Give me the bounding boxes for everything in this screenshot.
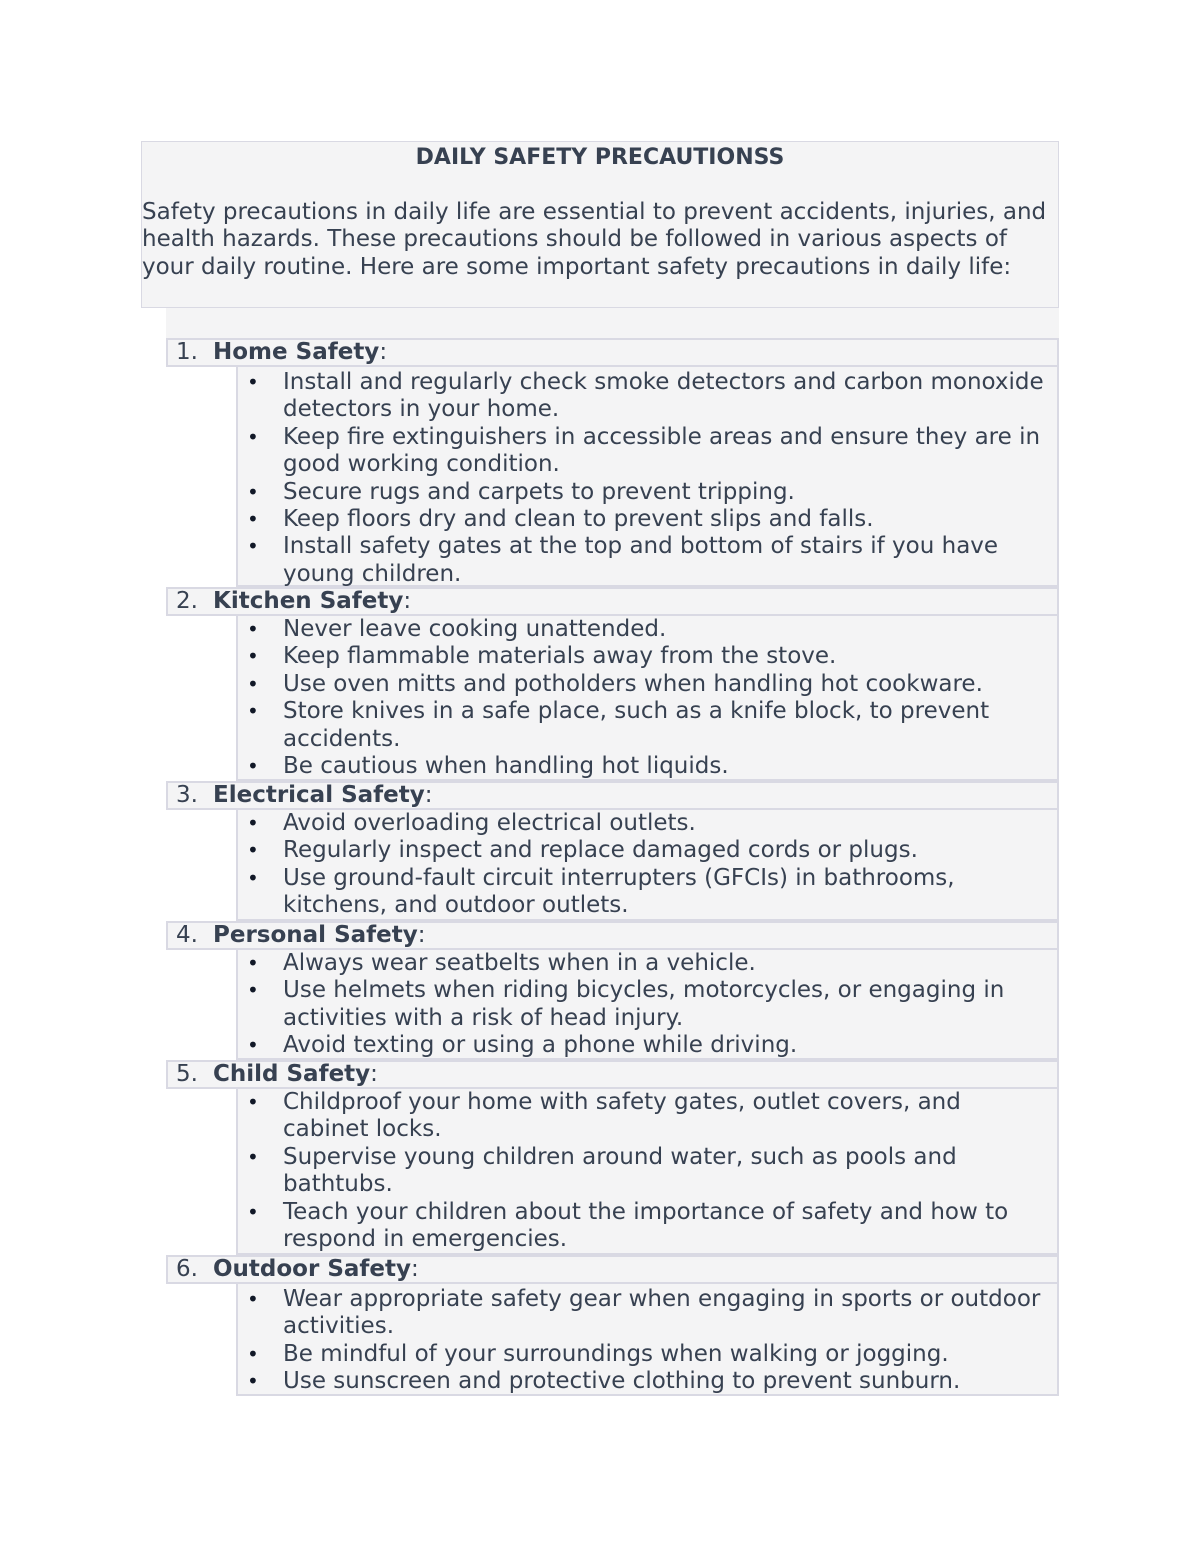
- section-name: Child Safety: [213, 1061, 371, 1087]
- bullet-text: Secure rugs and carpets to prevent tripping.: [283, 478, 795, 505]
- bullet-icon: •: [247, 1090, 259, 1114]
- section-name: Kitchen Safety: [213, 588, 404, 614]
- section-label: [213, 783, 433, 808]
- list-item: [238, 1144, 1057, 1199]
- section-number: 1.: [176, 339, 198, 365]
- section-name: Personal Safety: [213, 922, 418, 948]
- section-number: 2.: [176, 588, 198, 614]
- bullet-icon: •: [247, 699, 259, 724]
- bullet-icon: •: [247, 1199, 259, 1224]
- bullet-icon: •: [247, 838, 259, 863]
- bullet-icon: •: [247, 671, 259, 696]
- list-item: [238, 698, 1057, 753]
- list-item: [238, 810, 1057, 837]
- list-item: [238, 1368, 1057, 1395]
- section-number: 4.: [176, 922, 198, 948]
- list-item: [238, 506, 1057, 533]
- bullet-text: Use oven mitts and potholders when handling hot cookware.: [283, 670, 983, 697]
- bullet-text: Wear appropriate safety gear when engaging in sports or outdoor activities.: [283, 1286, 1041, 1340]
- section-heading-kitchen-safety: [166, 587, 1059, 616]
- section-name: Electrical Safety: [213, 782, 425, 808]
- section-label: [213, 1062, 378, 1087]
- bullet-list: [238, 1286, 1057, 1396]
- list-item: [238, 837, 1057, 864]
- bullet-box-electrical-safety: [236, 810, 1059, 921]
- bullet-icon: •: [247, 865, 259, 890]
- bullet-icon: •: [247, 507, 259, 532]
- list-item: [238, 643, 1057, 670]
- section-heading-home-safety: [166, 338, 1059, 367]
- bullet-icon: •: [247, 1287, 259, 1311]
- list-item: [238, 753, 1057, 780]
- bullet-icon: •: [247, 644, 259, 669]
- bullet-box-child-safety: [236, 1089, 1059, 1255]
- bullet-box-home-safety: [236, 367, 1059, 587]
- bullet-text: Avoid texting or using a phone while driving.: [283, 1032, 798, 1059]
- bullet-icon: •: [247, 1369, 259, 1394]
- bullet-text: Be cautious when handling hot liquids.: [283, 753, 729, 780]
- bullet-text: Regularly inspect and replace damaged cords or plugs.: [283, 837, 918, 864]
- intro-box: [141, 141, 1059, 308]
- bullet-list: [238, 369, 1057, 588]
- bullet-icon: •: [247, 754, 259, 779]
- bullet-icon: •: [247, 978, 259, 1003]
- bullet-text: Avoid overloading electrical outlets.: [283, 810, 696, 836]
- section-label: [213, 340, 387, 365]
- section-heading-child-safety: [166, 1060, 1059, 1089]
- bullet-text: Store knives in a safe place, such as a knife block, to prevent accidents.: [283, 698, 990, 752]
- section-suffix: :: [379, 339, 388, 365]
- list-item: [238, 950, 1057, 977]
- section-suffix: :: [403, 588, 412, 614]
- section-label: [213, 923, 426, 948]
- bullet-text: Use sunscreen and protective clothing to prevent sunburn.: [283, 1368, 961, 1395]
- list-item: [238, 977, 1057, 1032]
- bullet-box-outdoor-safety: [236, 1284, 1059, 1396]
- bullet-icon: •: [247, 424, 259, 449]
- section-number: 3.: [176, 782, 198, 808]
- bullet-icon: •: [247, 617, 259, 641]
- section-suffix: :: [424, 782, 433, 808]
- section-name: Outdoor Safety: [213, 1256, 412, 1282]
- section-suffix: :: [411, 1256, 419, 1282]
- list-item: [238, 616, 1057, 643]
- section-heading-personal-safety: [166, 921, 1059, 950]
- bullet-text: Install safety gates at the top and bottom of stairs if you have young children.: [283, 533, 999, 587]
- bullet-text: Install and regularly check smoke detectors and carbon monoxide detectors in your home.: [283, 369, 1044, 423]
- list-item: [238, 1286, 1057, 1341]
- section-label: [213, 1257, 419, 1282]
- bullet-list: [238, 810, 1057, 920]
- bullet-list: [238, 616, 1057, 780]
- section-name: Home Safety: [213, 339, 380, 365]
- bullet-icon: •: [247, 370, 259, 394]
- section-suffix: :: [370, 1061, 378, 1087]
- bullet-text: Keep fire extinguishers in accessible areas and ensure they are in good working condition.: [283, 423, 1041, 478]
- section-heading-electrical-safety: [166, 781, 1059, 810]
- bullet-text: Supervise young children around water, such as pools and bathtubs.: [283, 1143, 957, 1198]
- bullet-icon: •: [247, 534, 259, 559]
- section-heading-outdoor-safety: [166, 1255, 1059, 1284]
- bullet-text: Use helmets when riding bicycles, motorcycles, or engaging in activities with a risk of head injury.: [283, 977, 1005, 1031]
- list-item: [238, 1089, 1057, 1144]
- bullet-text: Never leave cooking unattended.: [283, 616, 667, 642]
- list-item: [238, 424, 1057, 479]
- section-number: 6.: [176, 1256, 198, 1282]
- list-item: [238, 369, 1057, 424]
- bullet-box-personal-safety: [236, 950, 1059, 1060]
- bullet-text: Childproof your home with safety gates, outlet covers, and cabinet locks.: [283, 1089, 961, 1143]
- list-item: [238, 1199, 1057, 1254]
- bullet-list: [238, 1089, 1057, 1253]
- list-item: [238, 865, 1057, 920]
- bullet-text: Always wear seatbelts when in a vehicle.: [283, 950, 756, 976]
- spacer-strip: [166, 308, 1059, 338]
- section-label: [213, 589, 411, 614]
- section-suffix: :: [417, 922, 426, 948]
- bullet-icon: •: [247, 1033, 259, 1058]
- list-item: [238, 1032, 1057, 1059]
- bullet-icon: •: [247, 951, 259, 975]
- bullet-icon: •: [247, 479, 259, 504]
- section-number: 5.: [176, 1061, 198, 1087]
- bullet-text: Use ground-fault circuit interrupters (GFCIs) in bathrooms, kitchens, and outdoor outlets.: [283, 864, 955, 919]
- list-item: [238, 1341, 1057, 1368]
- bullet-text: Keep floors dry and clean to prevent slips and falls.: [283, 506, 874, 533]
- bullet-icon: •: [247, 811, 259, 835]
- bullet-icon: •: [247, 1144, 259, 1169]
- bullet-box-kitchen-safety: [236, 616, 1059, 781]
- document-title: DAILY SAFETY PRECAUTIONSS: [415, 145, 785, 170]
- list-item: [238, 533, 1057, 588]
- bullet-list: [238, 950, 1057, 1060]
- list-item: [238, 671, 1057, 698]
- bullet-text: Keep flammable materials away from the stove.: [283, 643, 837, 670]
- bullet-icon: •: [247, 1341, 259, 1366]
- bullet-text: Teach your children about the importance of safety and how to respond in emergencies.: [283, 1198, 1009, 1253]
- list-item: [238, 479, 1057, 506]
- intro-paragraph: Safety precautions in daily life are essential to prevent accidents, injuries, and health hazards. These precautions should be followed in various aspects of your daily routine. Here are some important safety precautions in daily life:: [142, 199, 1047, 280]
- bullet-text: Be mindful of your surroundings when walking or jogging.: [283, 1340, 949, 1367]
